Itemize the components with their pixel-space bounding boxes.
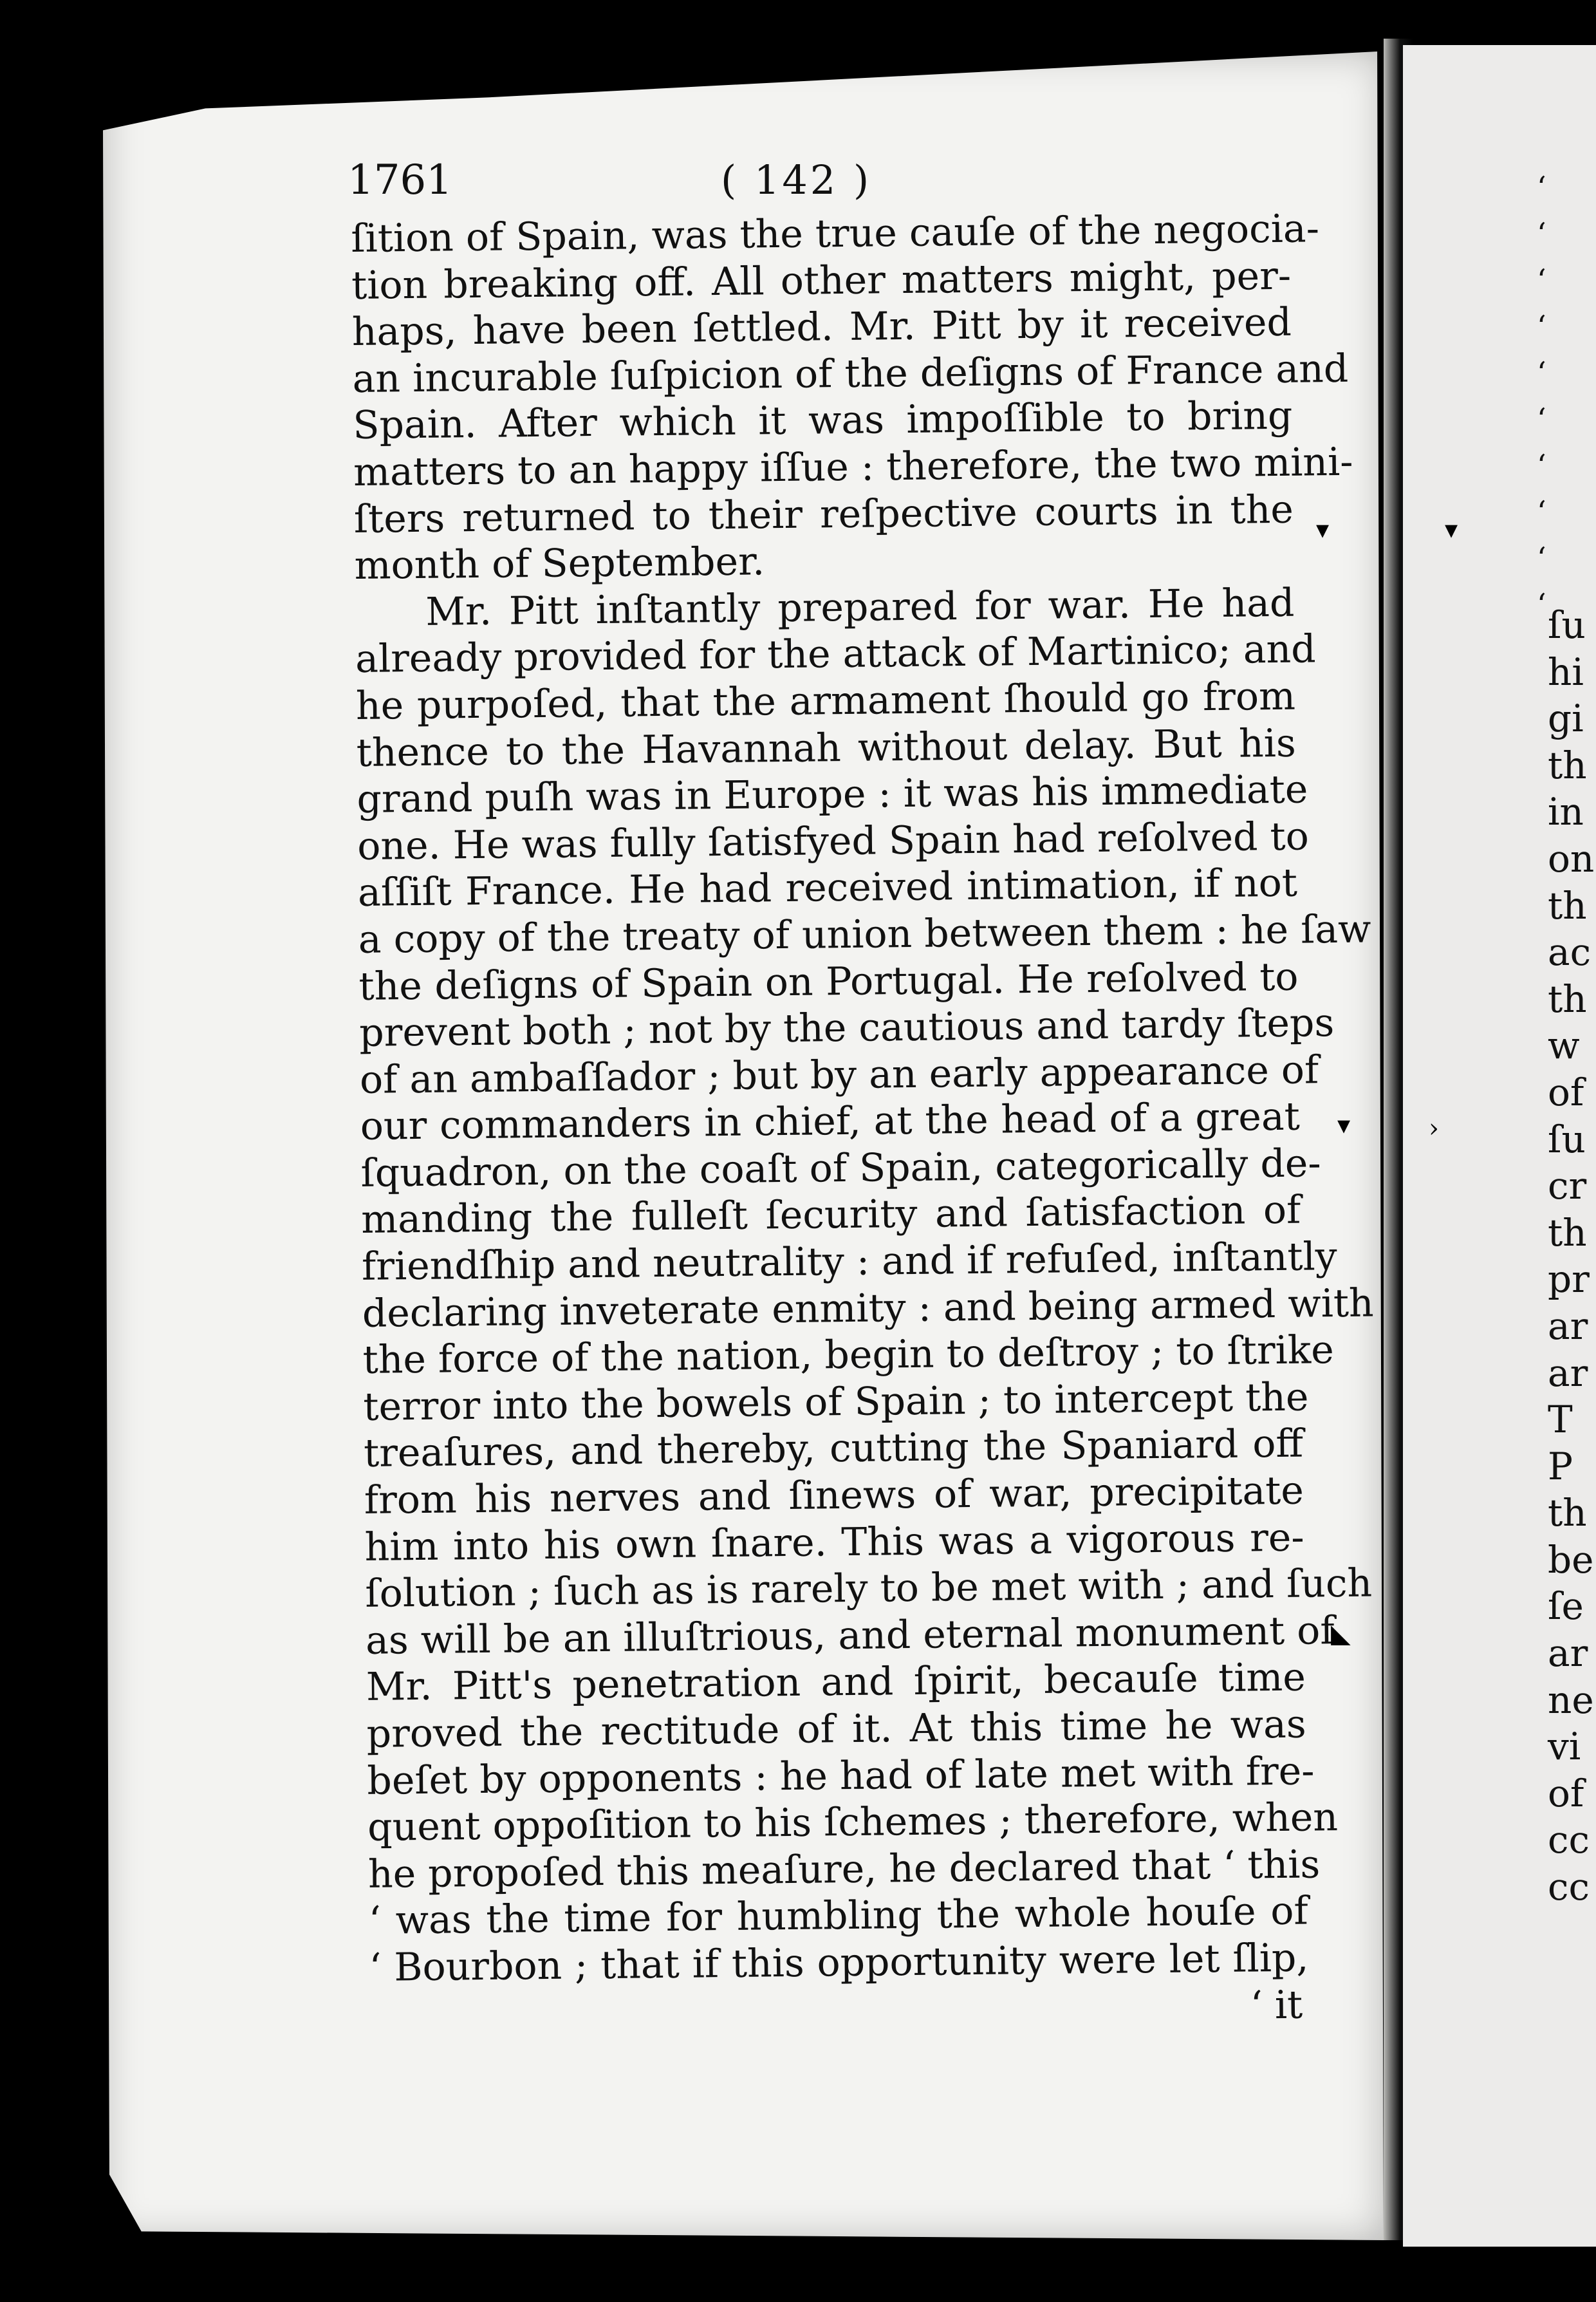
text-line: our commanders in chief, at the head of a great	[360, 1094, 1301, 1150]
text-line: ‘ Bourbon ; that if this opportunity were let ſlip,	[369, 1935, 1309, 1990]
facing-page-quote-marks: ‘ ‘ ‘ ‘ ‘ ‘ ‘ ‘ ‘ ‘	[1537, 170, 1546, 622]
text-line: he propoſed this meaſure, he declared that ‘ this	[367, 1842, 1321, 1897]
page-number: ( 142 )	[721, 156, 872, 203]
page-text	[351, 206, 1374, 2038]
text-line: treaſures, and thereby, cutting the Spaniard off	[363, 1421, 1304, 1477]
text-line: the force of the nation, begin to deſtroy ; to ſtrike	[362, 1327, 1334, 1383]
header-year: 1761	[348, 156, 452, 204]
text-line: tion breaking off. All other matters might, per-	[351, 253, 1292, 308]
text-line: manding the fulleſt ſecurity and ſatisfaction of	[360, 1188, 1301, 1243]
ink-speck: ▾	[1445, 515, 1458, 545]
text-line: Mr. Pitt's penetration and ſpirit, becauſe time	[366, 1654, 1306, 1710]
text-line: as will be an illuſtrious, and eternal monument of	[365, 1607, 1335, 1663]
paragraph-start-line: Mr. Pitt inſtantly prepared for war. He had	[425, 580, 1295, 635]
ink-speck: ›	[1429, 1114, 1439, 1143]
text-line: declaring inveterate enmity : and being armed with	[362, 1280, 1374, 1336]
text-line: quent oppoſition to his ſchemes ; therefore, when	[367, 1795, 1339, 1851]
ink-speck: ◣	[1331, 1619, 1351, 1649]
text-line: an incurable ſuſpicion of the deſigns of France and	[352, 346, 1349, 402]
text-line: him into his own ſnare. This was a vigorous re-	[364, 1515, 1304, 1570]
text-line: grand puſh was in Europe : it was his immediate	[357, 767, 1308, 823]
text-line: of an ambaſſador ; but by an early appearance of	[359, 1047, 1319, 1103]
text-line: terror into the bowels of Spain ; to intercept the	[363, 1374, 1309, 1430]
facing-page-text: ſu hi gi th in on th ac th w of ſu cr th pr ar ar T P th be ſe ar ne vi of cc cc	[1548, 603, 1595, 1909]
catchword: ‘ it	[1250, 1982, 1303, 2028]
text-line: ſition of Spain, was the true cauſe of the negocia-	[351, 206, 1320, 261]
text-line: prevent both ; not by the cautious and tardy ſteps	[358, 1000, 1335, 1056]
text-line: from his nerves and ſinews of war, precipitate	[364, 1468, 1304, 1523]
text-line: proved the rectitude of it. At this time he was	[366, 1701, 1306, 1757]
ink-speck: ◥	[35, 927, 55, 957]
text-line: ſquadron, on the coaſt of Spain, categorically de-	[360, 1141, 1321, 1196]
text-line: matters to an happy iſſue : therefore, the two mini-	[353, 439, 1353, 495]
text-line: a copy of the treaty of union between them : he ſaw	[358, 906, 1371, 962]
text-line: aſſiſt France. He had received intimation, if not	[357, 860, 1298, 916]
text-line: one. He was fully ſatisfyed Spain had reſolved to	[357, 814, 1310, 869]
ink-speck: ▾	[1337, 1110, 1351, 1140]
text-line: ‘ was the time for humbling the whole houſe of	[368, 1888, 1309, 1944]
text-line: thence to the Havannah without delay. But his	[356, 720, 1297, 776]
text-line: ſters returned to their reſpective courts in the	[353, 487, 1294, 542]
text-line: Spain. After which it was impoſſible to bring	[353, 393, 1293, 449]
text-line: the deſigns of Spain on Portugal. He reſolved to	[358, 954, 1299, 1009]
ink-speck: ▾	[1316, 515, 1330, 545]
text-line: month of September.	[354, 539, 765, 589]
text-line: haps, have been ſettled. Mr. Pitt by it received	[351, 299, 1292, 355]
text-line: he purpoſed, that the armament ſhould go from	[355, 673, 1296, 729]
text-line: already provided for the attack of Martinico; and	[355, 626, 1316, 682]
text-line: ſolution ; ſuch as is rarely to be met with ; and ſuch	[365, 1560, 1373, 1617]
text-line: beſet by opponents : he had of late met with fre-	[367, 1748, 1315, 1804]
running-header	[348, 154, 1306, 206]
text-line: friendſhip and neutrality : and if refuſed, inſtantly	[361, 1234, 1337, 1289]
